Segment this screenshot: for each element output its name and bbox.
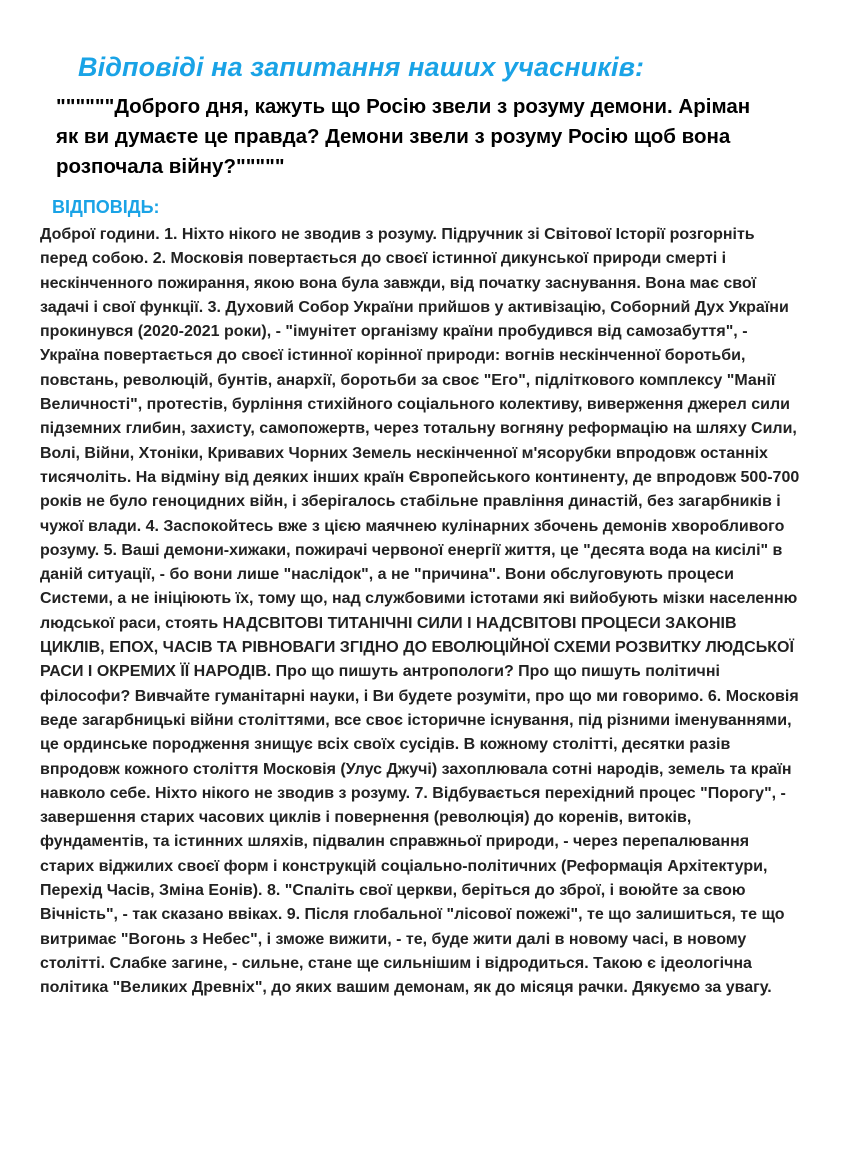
answer-label: ВІДПОВІДЬ: [52, 197, 160, 217]
page-title: Відповіді на запитання наших учасників: [78, 52, 645, 82]
question-text: """"""Доброго дня, кажуть що Росію звели з розуму демони. Аріман як ви думаєте це правда? Демони звели з розуму Росію щоб вона розпочала війну?""""" [56, 95, 751, 178]
answer-text: Доброї години. 1. Ніхто нікого не зводив з розуму. Підручник зі Світової Історії розгорніть перед собою. 2. Московія повертається до своєї істинної дикунської природи смерті і нескінченного пожирання, якою вона була завжди, від початку заснування. Вона має свої задачі і свої функції. 3. Духовий Собор України прийшов у активізацію, Соборний Дух України прокинувся (2020-2021 роки), - "імунітет організму країни пробудився від самозабуття", - Україна повертається до своєї істинної корінної природи: вогнів нескінченної боротьби, повстань, революцій, бунтів, анархії, боротьби за своє "Его", підліткового комплексу "Манії Величності", протестів, бурління стихійного соціального колективу, виверження джерел сили підземних глибин, захисту, самопожертв, через тотальну вогняну реформацію на шляху Сили, Волі, Війни, Хтоніки, Кривавих Чорних Земель нескінченної м'ясорубки впродовж останніх тисячоліть. На відміну від деяких інших країн Європейського континенту, де впродовж 500-700 років не було геноцидних війн, і зберігалось стабільне правління династій, без загарбників і чужої влади. 4. Заспокойтесь вже з цією маячнею кулінарних збочень демонів хворобливого розуму. 5. Ваші демони-хижаки, пожирачі червоної енергії життя, це "десята вода на кисілі" в даній ситуації, - бо вони лише "наслідок", а не "причина". Вони обслуговують процеси Системи, а не ініціюють їх, тому що, над службовими істотами які вийобують мізки населенню людської раси, стоять НАДСВІТОВІ ТИТАНІЧНІ СИЛИ І НАДСВІТОВІ ПРОЦЕСИ ЗАКОНІВ ЦИКЛІВ, ЕПОХ, ЧАСІВ ТА РІВНОВАГИ ЗГІДНО ДО ЕВОЛЮЦІЙНОЇ СХЕМИ РОЗВИТКУ ЛЮДСЬКОЇ РАСИ І ОКРЕМИХ ЇЇ НАРОДІВ. Про що пишуть антропологи? Про що пишуть політичні філософи? Вивчайте гуманітарні науки, і Ви будете розуміти, про що ми говоримо. 6. Московія веде загарбницькі війни століттями, все своє історичне існування, під різними іменуваннями, це ординське породження знищує всіх своїх сусідів. В кожному столітті, десятки разів впродовж кожного століття Московія (Улус Джучі) захоплювала сотні народів, земель та країн навколо себе. Ніхто нікого не зводив з розуму. 7. Відбувається перехідний процес "Порогу", - завершення старих часових циклів і повернення (революція) до коренів, витоків, фундаментів, та істинних шляхів, підвалин справжньої природи, - через перепалювання старих віджилих своєї форм і конструкцій соціально-політичних (Реформація Архітектури, Перехід Часів, Зміна Еонів). 8. "Спаліть свої церкви, беріться до зброї, і воюйте за свою Вічність", - так сказано ввіках. 9. Після глобальної "лісової пожежі", те що залишиться, те що витримає "Вогонь з Небес", і зможе вижити, - те, буде жити далі в новому часі, в новому столітті. Слабке загине, - сильне, стане ще сильнішим і відродиться. Такою є ідеологічна політика "Великих Древніх", до яких вашим демонам, як до місяця рачки. Дякуємо за увагу. [40, 226, 800, 997]
